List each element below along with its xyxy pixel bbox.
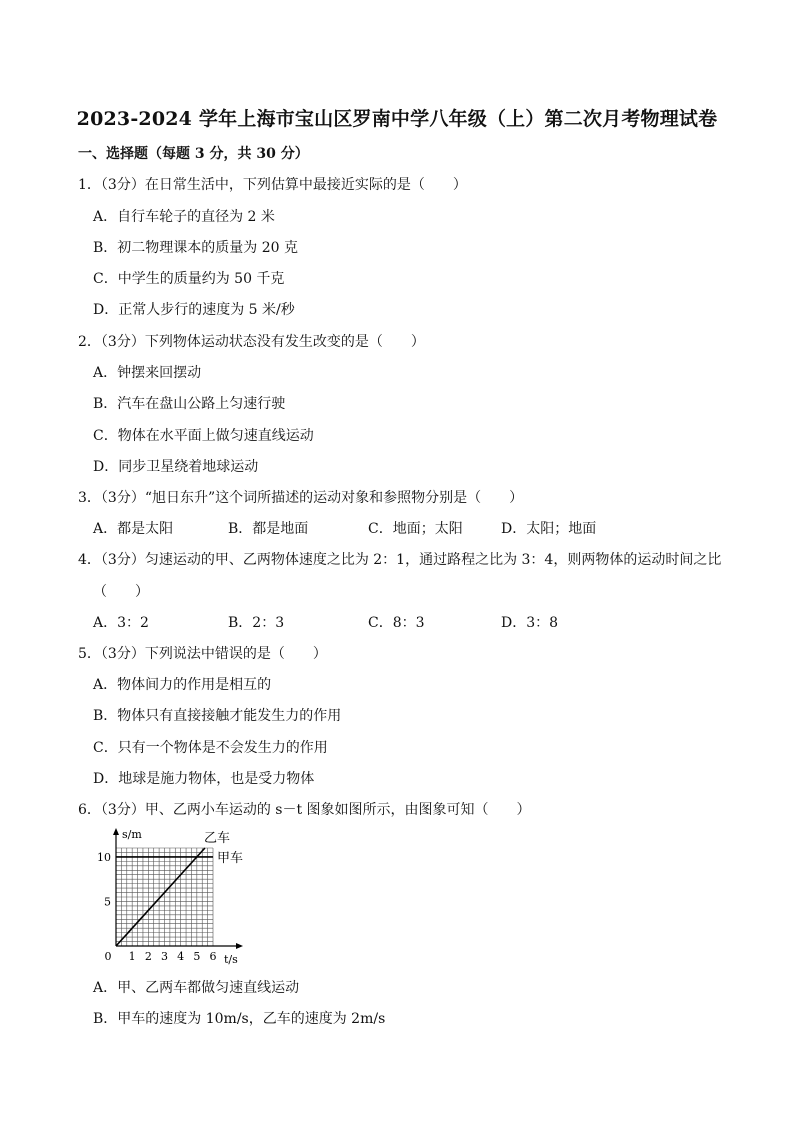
question-5-option-a[interactable]: A．物体间力的作用是相互的 xyxy=(93,677,272,693)
question-2-option-c[interactable]: C．物体在水平面上做匀速直线运动 xyxy=(93,428,314,444)
question-3-option-c[interactable]: C．地面；太阳 xyxy=(368,521,463,537)
x-tick-label: 5 xyxy=(193,950,201,963)
x-tick-label: 2 xyxy=(144,950,152,963)
question-4-option-c[interactable]: C．8：3 xyxy=(368,615,425,631)
question-5-option-c[interactable]: C．只有一个物体是不会发生力的作用 xyxy=(93,740,328,756)
question-6-option-b[interactable]: B．甲车的速度为 10m/s，乙车的速度为 2m/s xyxy=(93,1011,386,1027)
series-label-jia: 甲车 xyxy=(217,850,244,866)
question-1-option-b[interactable]: B．初二物理课本的质量为 20 克 xyxy=(93,240,299,256)
question-5-stem: 5．（3分）下列说法中错误的是（ ） xyxy=(78,646,327,662)
exam-title: 2023-2024 学年上海市宝山区罗南中学八年级（上）第二次月考物理试卷 xyxy=(76,108,718,130)
question-5-option-d[interactable]: D．地球是施力物体，也是受力物体 xyxy=(93,771,315,787)
y-axis-label: s/m xyxy=(122,828,142,841)
question-3-option-b[interactable]: B．都是地面 xyxy=(228,521,309,537)
s-t-graph xyxy=(96,826,256,966)
question-1-option-d[interactable]: D．正常人步行的速度为 5 米/秒 xyxy=(93,302,295,318)
question-2-option-d[interactable]: D．同步卫星绕着地球运动 xyxy=(93,459,259,475)
question-2-option-b[interactable]: B．汽车在盘山公路上匀速行驶 xyxy=(93,396,286,412)
x-axis-label: t/s xyxy=(224,953,238,966)
chart-axes xyxy=(113,828,243,949)
question-2-stem: 2．（3分）下列物体运动状态没有发生改变的是（ ） xyxy=(78,334,425,350)
question-1-stem: 1．（3分）在日常生活中，下列估算中最接近实际的是（ ） xyxy=(78,177,467,193)
question-4-option-a[interactable]: A．3：2 xyxy=(93,615,149,631)
section-heading: 一、选择题（每题 3 分，共 30 分） xyxy=(78,146,309,162)
chart-grid xyxy=(116,848,213,946)
question-6-option-a[interactable]: A．甲、乙两车都做匀速直线运动 xyxy=(93,980,300,996)
question-5-option-b[interactable]: B．物体只有直接接触才能发生力的作用 xyxy=(93,708,342,724)
question-4-option-d[interactable]: D．3：8 xyxy=(501,615,559,631)
y-tick-label: 5 xyxy=(104,895,111,909)
question-1-option-a[interactable]: A．自行车轮子的直径为 2 米 xyxy=(93,209,275,225)
question-2-option-a[interactable]: A．钟摆来回摆动 xyxy=(93,365,202,381)
x-tick-label: 6 xyxy=(209,950,217,963)
question-6-stem: 6．（3分）甲、乙两小车运动的 s－t 图象如图所示，由图象可知（ ） xyxy=(78,802,531,818)
question-3-option-d[interactable]: D．太阳；地面 xyxy=(501,521,597,537)
x-tick-label: 3 xyxy=(161,950,168,963)
question-3-stem: 3．（3分）“旭日东升”这个词所描述的运动对象和参照物分别是（ ） xyxy=(78,490,524,506)
y-tick-label: 10 xyxy=(97,850,111,864)
series-label-yi: 乙车 xyxy=(204,831,231,846)
question-4-stem-continued: （ ） xyxy=(93,584,149,600)
question-1-option-c[interactable]: C．中学生的质量约为 50 千克 xyxy=(93,271,285,287)
question-4-option-b[interactable]: B．2：3 xyxy=(228,615,285,631)
x-tick-label: 1 xyxy=(128,950,136,963)
y-axis-arrow xyxy=(113,828,119,835)
question-4-stem: 4．（3分）匀速运动的甲、乙两物体速度之比为 2：1，通过路程之比为 3：4，则两物体的运动时间之比 xyxy=(78,552,722,568)
question-3-option-a[interactable]: A．都是太阳 xyxy=(93,521,174,537)
x-tick-label: 0 xyxy=(104,950,112,963)
x-tick-label: 4 xyxy=(177,950,185,963)
x-axis-arrow xyxy=(236,943,243,949)
